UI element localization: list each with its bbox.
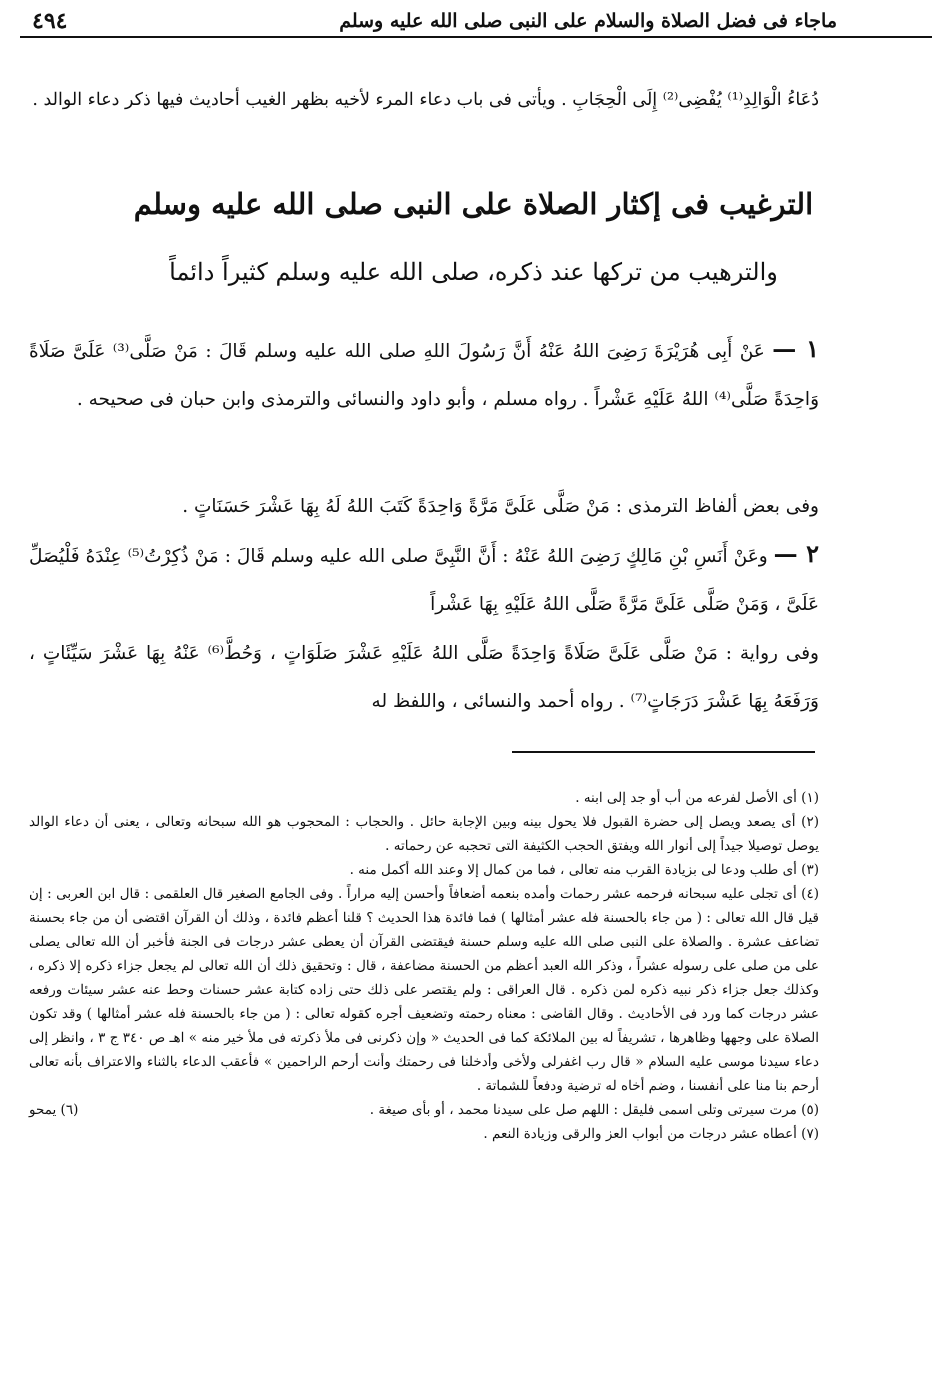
hadith-text: عَنْ أَبِى هُرَيْرَةَ رَضِىَ اللهُ عَنْهُ أَنَّ رَسُولَ اللهِ صلى الله عليه وسلم قَالَ : مَنْ صَلَّى⁽³⁾ عَلَىَّ صَلَاةً وَاحِدَةً صَلَّى⁽⁴⁾ اللهُ عَلَيْهِ عَشْراً . رواه مسلم ، وأبو داود والنسائى والترمذى وابن حبان فى صحيحه .: [29, 341, 819, 410]
page-header: [32, 6, 837, 36]
running-title: ماجاء فى فضل الصلاة والسلام على النبى صلى الله عليه وسلم: [339, 10, 837, 32]
hadith-1: [29, 325, 819, 424]
intro-paragraph: دُعَاءُ الْوَالِدِ⁽¹⁾ يُفْضِى⁽²⁾ إِلَى الْحِجَابِ . ويأتى فى باب دعاء المرء لأخيه بظهر الغيب أحاديث فيها ذكر دعاء الوالد .: [32, 90, 819, 110]
section-subheading: والترهيب من تركها عند ذكره، صلى الله عليه وسلم كثيراً دائماً: [169, 258, 778, 286]
hadith-2-variant: وفى رواية : مَنْ صَلَّى عَلَىَّ صَلَاةً وَاحِدَةً صَلَّى اللهُ عَلَيْهِ عَشْرَ صَلَوَاتٍ ، وَحُطَّ⁽⁶⁾ عَنْهُ بِهَا عَشْرَ سَيِّئَاتٍ ، وَرَفَعَهُ بِهَا عَشْرَ دَرَجَاتٍ⁽⁷⁾ . رواه أحمد والنسائى ، واللفظ له: [29, 643, 819, 712]
footnotes: [29, 786, 819, 1146]
footnote-1: (١) أى الأصل لفرعه من أب أو جد إلى ابنه .: [575, 790, 819, 806]
footnote-row: [29, 1098, 819, 1122]
page-number: ٤٩٤: [32, 8, 68, 34]
section-heading: الترغيب فى إكثار الصلاة على النبى صلى الله عليه وسلم: [133, 187, 814, 221]
footnote-3: (٣) أى طلب ودعا لى بزيادة القرب منه تعالى ، فما من كمال إلا وعند الله أكمل منه .: [349, 862, 819, 878]
footnote-6: (٦) يمحو: [29, 1102, 79, 1118]
hadith-text: وعَنْ أَنَسِ بْنِ مَالِكٍ رَضِىَ اللهُ عَنْهُ : أَنَّ النَّبِىَّ صلى الله عليه وسلم قَالَ : مَنْ ذُكِرْتُ⁽⁵⁾ عِنْدَهُ فَلْيُصَلِّ عَلَىَّ ، وَمَنْ صَلَّى عَلَىَّ مَرَّةً صَلَّى اللهُ عَلَيْهِ بِهَا عَشْراً: [29, 546, 819, 615]
footnote-4: (٤) أى تجلى عليه سبحانه فرحمه عشر رحمات وأمده بنعمه أضعافاً وأحسن إليه مراراً . وفى الجامع الصغير قال العلقمى : قال ابن العربى : إن قيل قال الله تعالى : ( من جاء بالحسنة فله عشر أمثالها ) فما فائدة هذا الحديث ؟ قلنا أعظم فائدة ، وذلك أن القرآن اقتضى أن من جاء بحسنة تضاعف عشرة . والصلاة على النبى صلى الله عليه وسلم حسنة فيقتضى القرآن أن يعطى عشر درجات فى الجنة فأخبر أن الله تعالى يصلى على من صلى على رسوله عشراً ، وذكر الله العبد أعظم من الحسنة مضاعفة ، قال : وتحقيق ذلك أن الله تعالى لم يجعل جزاء ذكره إلا ذكره ، وكذلك جعل جزاء ذكر نبيه ذكره لمن ذكره . قال العراقى : ولم يقتصر على ذلك حتى زاده كتابة عشر حسنات وحط عنه عشر سيئات ورفعه عشر درجات كما ورد فى الأحاديث . وقال القاضى : معناه رحمته وتضعيف أجره كقوله تعالى : ( من جاء بالحسنة فله عشر أمثالها ) وقد تكون الصلاة على وجهها وظاهرها ، تشريفاً له بين الملائكة كما فى الحديث « وإن ذكرنى فى ملأ ذكرته فى ملأ خير منه » اهـ ص ٣٤٠ ج ٣ ، وانظر إلى دعاء سيدنا موسى عليه السلام « قال رب اغفرلى ولأخى وأدخلنا فى رحمتك وأنت أرحم الراحمين » فأعقب الدعاء بالثناء والاعتراف بأنه تعالى أرحم بنا منا على أنفسنا ، وضم أخاه له ترضية ودفعاً للشماتة .: [29, 886, 819, 1094]
header-divider: [20, 36, 932, 38]
footnote-2: (٢) أى يصعد ويصل إلى حضرة القبول فلا يحول بينه وبين الإجابة حائل . والحجاب : المحجوب هو الله سبحانه وتعالى ، يعنى أن دعاء الوالد يوصل توصيلا جيداً إلى أنوار الله ويفتق الحجب الكثيفة التى تحجبه عن رحماته .: [29, 814, 819, 854]
footnote-divider: [512, 751, 815, 753]
hadith-1-variant: وفى بعض ألفاظ الترمذى : مَنْ صَلَّى عَلَىَّ مَرَّةً وَاحِدَةً كَتَبَ اللهُ لَهُ بِهَا عَشْرَ حَسَنَاتٍ .: [182, 496, 819, 517]
hadith-2: [29, 530, 819, 629]
footnote-5: (٥) مرت سيرتى وتلى اسمى فليقل : اللهم صل على سيدنا محمد ، أو بأى صيغة .: [369, 1102, 819, 1118]
hadith-number: ١ —: [772, 334, 820, 363]
hadith-number: ٢ —: [773, 539, 820, 568]
footnote-7: (٧) أعطاه عشر درجات من أبواب العز والرقى وزيادة النعم .: [483, 1126, 819, 1142]
